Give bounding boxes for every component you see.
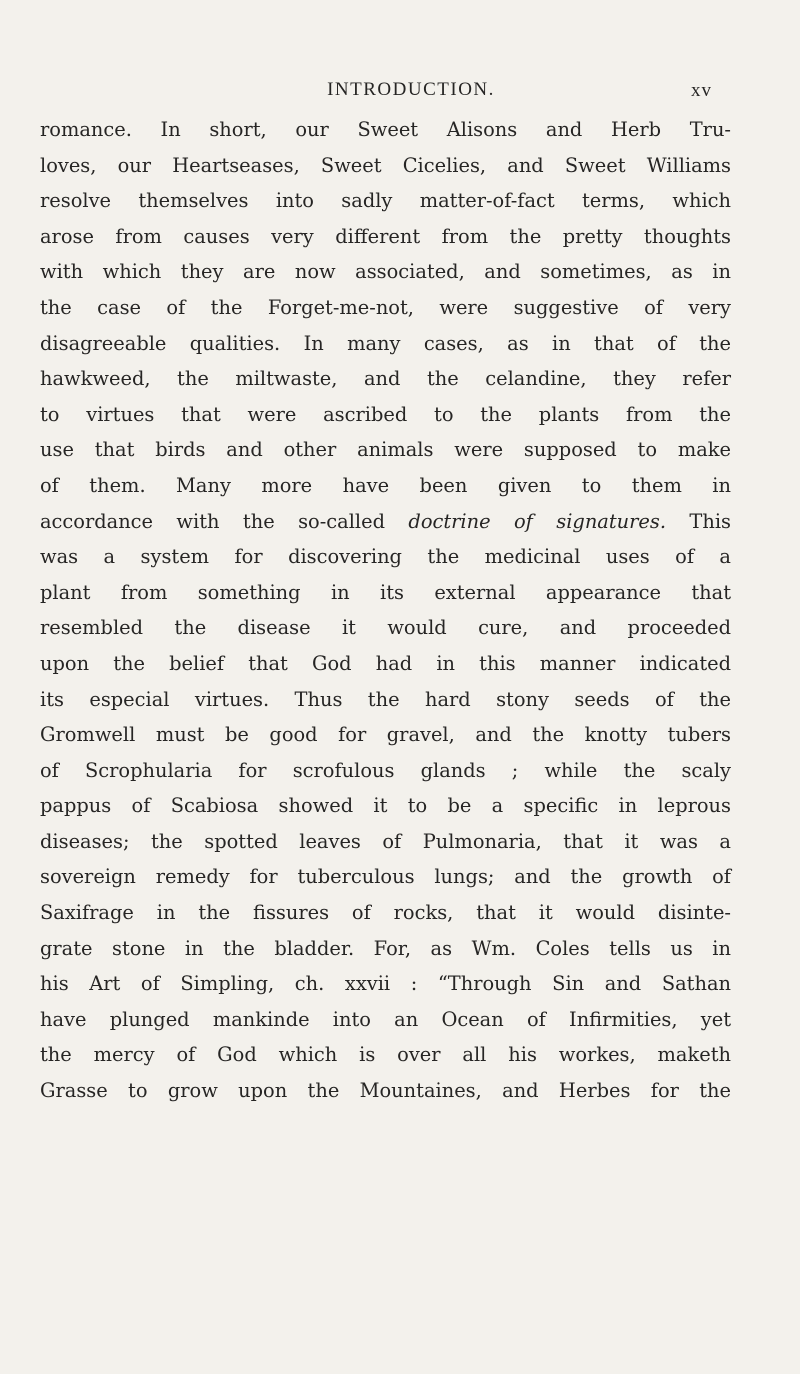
text-line: hawkweed, the miltwaste, and the celandine, they refer [40, 367, 731, 391]
text-line: pappus of Scabiosa showed it to be a specific in leprous [40, 794, 731, 818]
text-segment: This [666, 509, 732, 533]
page-number: xv [691, 80, 712, 101]
text-line: resolve themselves into sadly matter-of-fact terms, which [40, 189, 731, 213]
text-line: resembled the disease it would cure, and proceeded [40, 616, 731, 640]
text-line: sovereign remedy for tuberculous lungs; and the growth of [40, 865, 731, 889]
text-line: Gromwell must be good for gravel, and the knotty tubers [40, 723, 731, 747]
text-line: Saxifrage in the fissures of rocks, that it would disinte- [40, 901, 731, 925]
body-text [40, 112, 731, 1109]
text-line: its especial virtues. Thus the hard stony seeds of the [40, 687, 731, 711]
italic-term: doctrine of signatures. [408, 509, 667, 533]
text-line: grate stone in the bladder. For, as Wm. Coles tells us in [40, 936, 731, 960]
running-head [0, 79, 800, 101]
running-title: INTRODUCTION. [327, 79, 495, 100]
text-line: romance. In short, our Sweet Alisons and Herb Tru- [40, 118, 731, 141]
text-line: the mercy of God which is over all his workes, maketh [40, 1043, 731, 1067]
text-line: upon the belief that God had in this manner indicated [40, 651, 731, 675]
text-line: with which they are now associated, and sometimes, as in [40, 260, 731, 284]
text-line: to virtues that were ascribed to the plants from the [40, 402, 731, 426]
text-line: of them. Many more have been given to them in [40, 473, 731, 497]
text-line: diseases; the spotted leaves of Pulmonaria, that it was a [40, 829, 731, 853]
text-line: loves, our Heartseases, Sweet Cicelies, and Sweet Williams [40, 153, 731, 177]
text-line: was a system for discovering the medicinal uses of a [40, 545, 731, 569]
text-line: arose from causes very different from the pretty thoughts [40, 224, 731, 248]
text-line: use that birds and other animals were supposed to make [40, 438, 731, 462]
text-line: his Art of Simpling, ch. xxvii : “Through Sin and Sathan [40, 972, 731, 996]
text-line: Grasse to grow upon the Mountaines, and Herbes for the [40, 1079, 731, 1103]
text-segment: accordance with the so-called [40, 509, 409, 533]
text-line [40, 504, 731, 540]
text-line: the case of the Forget-me-not, were suggestive of very [40, 295, 731, 319]
text-line: disagreeable qualities. In many cases, as in that of the [40, 331, 731, 355]
text-line: plant from something in its external appearance that [40, 580, 731, 604]
text-line: have plunged mankinde into an Ocean of Infirmities, yet [40, 1007, 731, 1031]
text-line: of Scrophularia for scrofulous glands ; while the scaly [40, 758, 731, 782]
